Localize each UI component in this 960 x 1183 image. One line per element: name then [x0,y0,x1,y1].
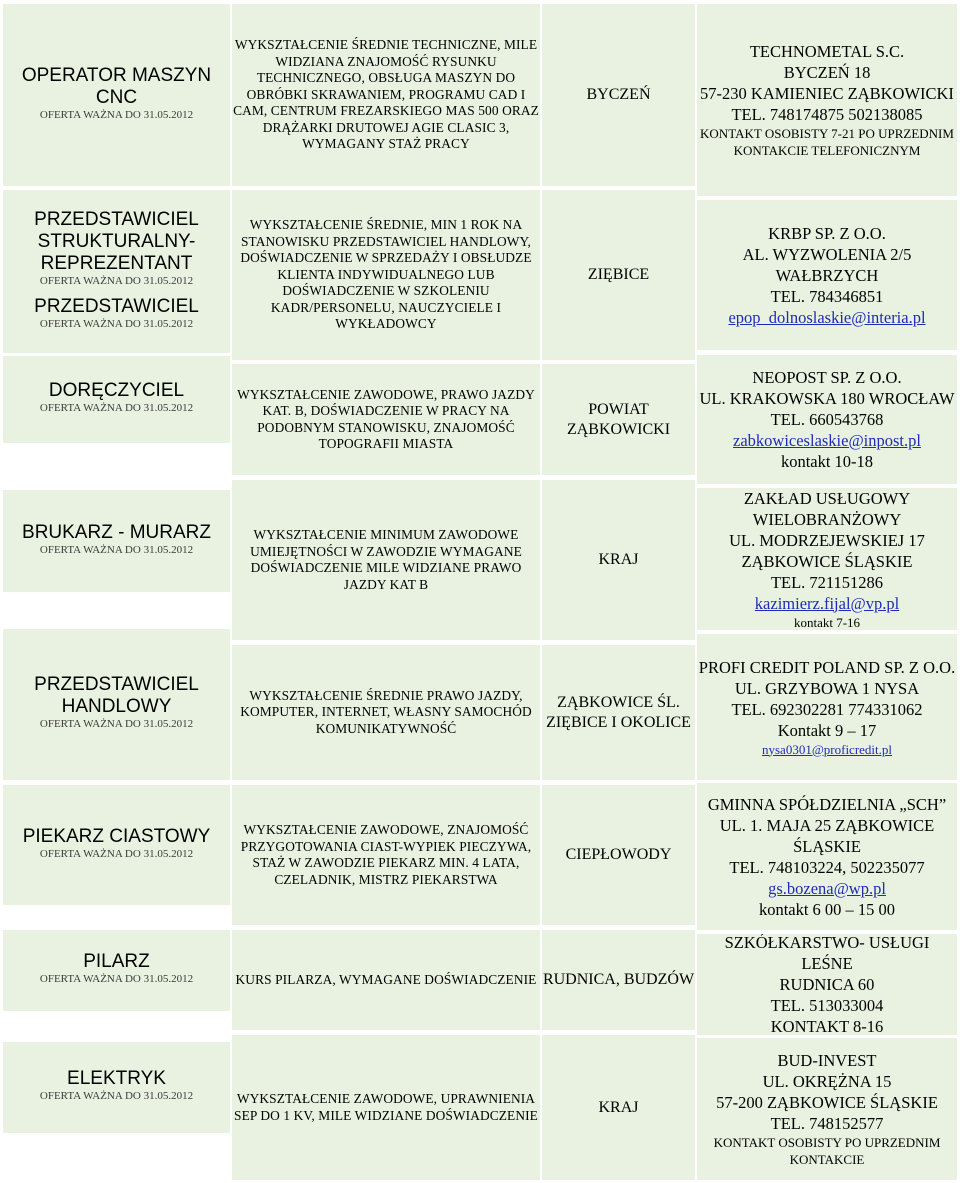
location-cell [542,190,695,360]
position-cell [3,930,230,1011]
position-block [3,674,230,731]
position-title: PIEKARZ CIASTOWY [22,825,211,847]
offer-validity: OFERTA WAŻNA DO 31.05.2012 [39,108,194,121]
position-block [23,826,211,861]
requirements-text: WYKSZTAŁCENIE MINIMUM ZAWODOWE UMIEJĘTNOŚCI W ZAWODZIE WYMAGANE DOŚWIADCZENIE MILE WIDZIANE PRAWO JAZDY KAT B [250,527,522,592]
position-block [3,209,230,288]
position-block [40,380,193,415]
contact-email-link[interactable]: gs.bozena@wp.pl [768,878,886,898]
contact-cell [697,200,957,350]
position-cell [3,490,230,592]
requirements-text: WYKSZTAŁCENIE ŚREDNIE, MIN 1 ROK NA STANOWISKU PRZEDSTAWICIEL HANDLOWY, DOŚWIADCZENIE W SPRZEDAŻY I OBSŁUDZE KLIENTA INDYWIDUALNEGO LUB DOŚWIADCZENIE W SZKOLENIU KADR/PERSONELU, NAUCZYCIELE I WYKŁADOWCY [240,217,532,332]
position-cell [3,629,230,780]
requirements-cell [232,480,540,640]
contact-email-line [762,741,892,758]
position-title: BRUKARZ - MURARZ [22,521,211,543]
location-text: RUDNICA, BUDZÓW [542,971,695,988]
offer-validity: OFERTA WAŻNA DO 31.05.2012 [39,317,194,330]
contact-line: TEL. 784346851 [770,286,884,306]
contact-line: ZAKŁAD USŁUGOWY WIELOBRANŻOWY [743,488,911,529]
location-cell [542,930,695,1030]
offer-validity: OFERTA WAŻNA DO 31.05.2012 [39,402,194,414]
requirements-cell [232,190,540,360]
contact-line: KONTAKT OSOBISTY 7-21 PO UPRZEDNIM KONTAKCIE TELEFONICZNYM [700,126,954,158]
contact-cell [697,634,957,780]
offer-validity: OFERTA WAŻNA DO 31.05.2012 [39,1090,194,1102]
contact-line: BUD-INVEST [777,1051,877,1070]
contact-line: TEL. 748174875 502138085 [731,105,923,124]
position-title: DORĘCZYCIEL [48,380,185,401]
position-title: PILARZ [83,951,150,972]
location-text: ZĄBKOWICE ŚL. ZIĘBICE I OKOLICE [546,693,691,731]
position-block [40,1068,193,1103]
position-cell [3,1042,230,1133]
contact-line: kontakt 7-16 [793,614,861,630]
requirements-cell [232,4,540,186]
requirements-cell [232,645,540,780]
contact-email-line [755,593,899,614]
contact-line: KRBP SP. Z O.O. [768,223,886,243]
requirements-text: WYKSZTAŁCENIE ZAWODOWE, PRAWO JAZDY KAT. B, DOŚWIADCZENIE W PRACY NA PODOBNYM STANOWISKU, ZNAJOMOŚĆ TOPOGRAFII MIASTA [237,386,535,451]
contact-cell [697,4,957,196]
contact-email-link[interactable]: nysa0301@proficredit.pl [761,741,893,757]
position-cell [3,785,230,905]
requirements-text: KURS PILARZA, WYMAGANE DOŚWIADCZENIE [235,971,537,987]
location-cell [542,1035,695,1180]
position-cell [3,190,230,353]
contact-line: TEL. 748103224, 502235077 [729,857,925,877]
contact-cell [697,355,957,484]
location-text: KRAJ [598,551,639,568]
contact-line: PROFI CREDIT POLAND SP. Z O.O. [698,657,956,677]
contact-line: UL. OKRĘŻNA 15 [762,1072,892,1091]
position-block [22,522,211,557]
contact-line: TEL. 721151286 [770,572,884,592]
contact-line: KONTAKT OSOBISTY PO UPRZEDNIM KONTAKCIE [713,1135,941,1167]
contact-cell [697,1038,957,1180]
requirements-cell [232,785,540,925]
contact-cell [697,783,957,930]
position-title: OPERATOR MASZYN CNC [21,64,212,108]
offer-validity: OFERTA WAŻNA DO 31.05.2012 [39,718,194,730]
offer-validity: OFERTA WAŻNA DO 31.05.2012 [39,847,194,860]
contact-line: kontakt 6 00 – 15 00 [758,899,896,919]
contact-line: TEL. 748152577 [770,1114,884,1133]
contact-line: RUDNICA 60 [779,975,875,994]
location-text: BYCZEŃ [586,86,651,103]
position-cell [3,4,230,186]
offer-validity: OFERTA WAŻNA DO 31.05.2012 [39,543,194,556]
contact-line: kontakt 10-18 [780,452,874,471]
offer-validity: OFERTA WAŻNA DO 31.05.2012 [39,973,194,985]
position-cell [3,356,230,443]
contact-line: UL. 1. MAJA 25 ZĄBKOWICE ŚLĄSKIE [719,815,935,856]
offer-validity: OFERTA WAŻNA DO 31.05.2012 [39,274,194,287]
requirements-cell [232,930,540,1030]
contact-line: GMINNA SPÓŁDZIELNIA „SCH” [707,794,947,814]
location-cell [542,364,695,475]
contact-line: TEL. 660543768 [770,410,884,429]
contact-line: TEL. 692302281 774331062 [731,699,923,719]
contact-cell [697,934,957,1035]
contact-line: Kontakt 9 – 17 [777,720,877,740]
contact-line: NEOPOST SP. Z O.O. [752,368,902,387]
location-text: POWIAT ZĄBKOWICKI [566,400,671,438]
position-title: PRZEDSTAWICIEL HANDLOWY [34,674,199,717]
position-title: PRZEDSTAWICIEL [34,295,199,317]
contact-line: 57-230 KAMIENIEC ZĄBKOWICKI [700,84,954,103]
position-title: PRZEDSTAWICIEL STRUKTURALNY- REPREZENTANT [34,208,199,274]
contact-email-link[interactable]: kazimierz.fijal@vp.pl [754,593,900,613]
contact-line: TECHNOMETAL S.C. [749,42,905,61]
position-title: ELEKTRYK [67,1068,166,1089]
location-cell [542,4,695,186]
location-text: CIEPŁOWODY [565,846,672,863]
requirements-text: WYKSZTAŁCENIE ŚREDNIE TECHNICZNE, MILE WIDZIANA ZNAJOMOŚĆ RYSUNKU TECHNICZNEGO, OBSŁUGA MASZYN DO OBRÓBKI SKRAWANIEM, PROGRAMU CAD I CAM, CENTRUM FREZARSKIEGO MAS 500 ORAZ DRĄŻARKI DRUTOWEJ AGIE CLASIC 3, WYMAGANY STAŻ PRACY [233,37,539,152]
contact-line: SZKÓŁKARSTWO- USŁUGI LEŚNE [724,934,930,973]
position-block [40,951,193,986]
contact-line: AL. WYZWOLENIA 2/5 WAŁBRZYCH [742,244,912,285]
position-block [3,65,230,122]
contact-line: UL. KRAKOWSKA 180 WROCŁAW [699,389,955,408]
location-cell [542,645,695,780]
location-text: KRAJ [598,1098,639,1116]
contact-email-line [733,430,921,451]
contact-email-link[interactable]: epop_dolnoslaskie@interia.pl [728,307,926,327]
contact-line: BYCZEŃ 18 [783,63,871,82]
location-cell [542,480,695,640]
contact-line: TEL. 513033004 [770,996,884,1015]
contact-line: 57-200 ZĄBKOWICE ŚLĄSKIE [716,1093,938,1112]
contact-cell [697,488,957,630]
requirements-cell [232,1035,540,1180]
location-cell [542,785,695,925]
contact-line: UL. MODRZEJEWSKIEJ 17 ZĄBKOWICE ŚLĄSKIE [729,530,925,571]
contact-email-line [728,307,925,328]
requirements-cell [232,364,540,475]
contact-line: KONTAKT 8-16 [770,1017,884,1035]
contact-line: UL. GRZYBOWA 1 NYSA [734,678,920,698]
requirements-text: WYKSZTAŁCENIE ZAWODOWE, ZNAJOMOŚĆ PRZYGOTOWANIA CIAST-WYPIEK PIECZYWA, STAŻ W ZAWODZIE PIEKARZ MIN. 4 LATA, CZELADNIK, MISTRZ PIEKARSTWA [240,822,532,887]
requirements-text: WYKSZTAŁCENIE ŚREDNIE PRAWO JAZDY, KOMPUTER, INTERNET, WŁASNY SAMOCHÓD KOMUNIKATYWNOŚĆ [240,687,532,736]
contact-email-line [768,878,886,899]
requirements-text: WYKSZTAŁCENIE ZAWODOWE, UPRAWNIENIA SEP DO 1 KV, MILE WIDZIANE DOŚWIADCZENIE [234,1091,538,1123]
location-text: ZIĘBICE [587,266,650,283]
contact-email-link[interactable]: zabkowiceslaskie@inpost.pl [733,431,921,450]
position-block [34,296,199,331]
